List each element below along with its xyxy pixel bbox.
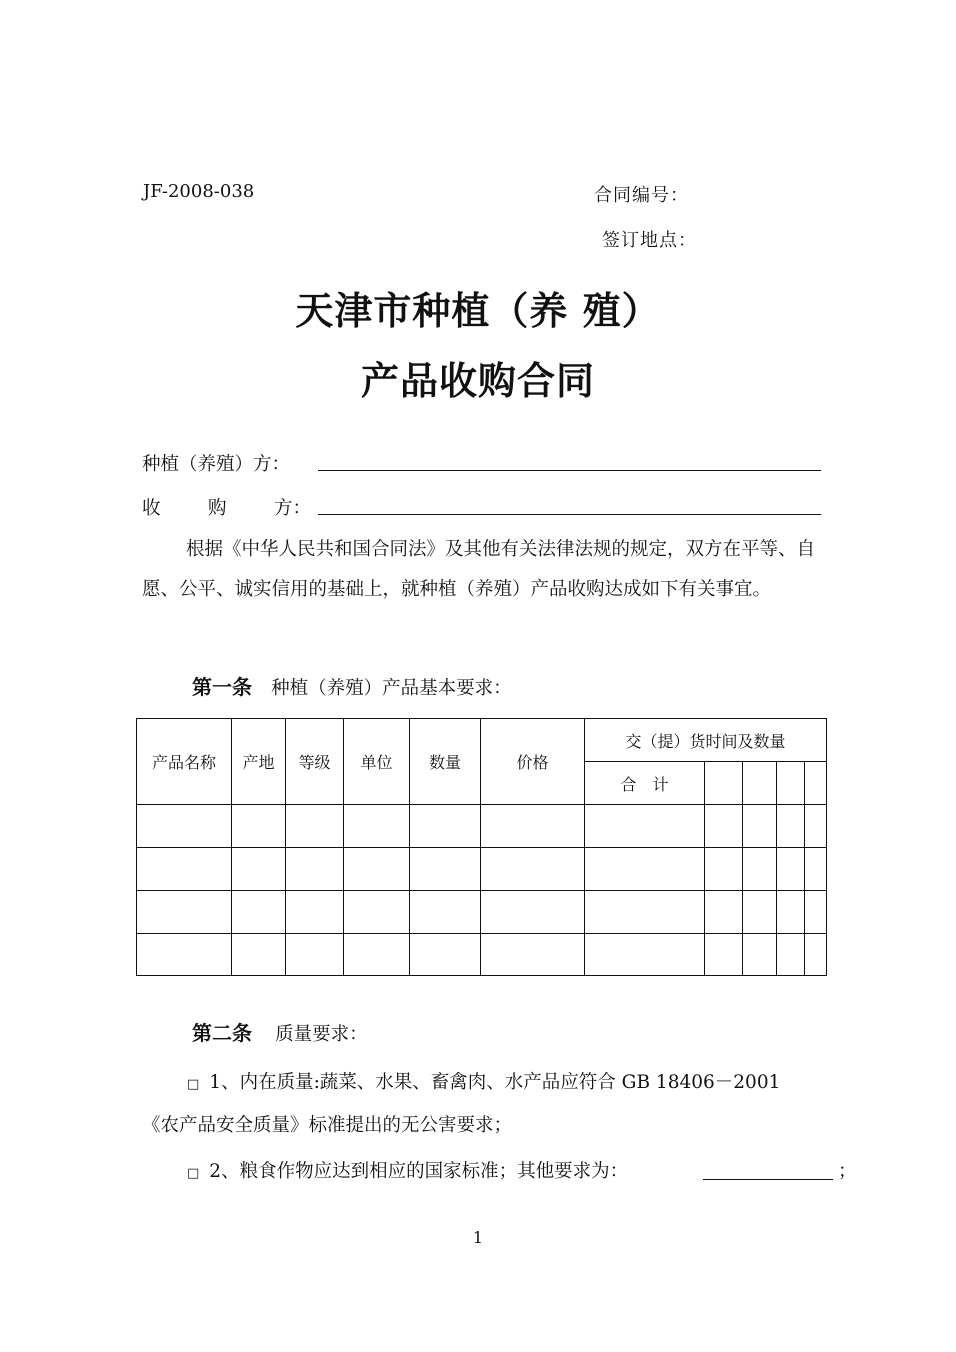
table-cell <box>805 762 827 805</box>
table-cell[interactable] <box>232 805 286 848</box>
article2-heading: 第二条 <box>192 1021 252 1045</box>
table-cell <box>705 762 743 805</box>
table-cell[interactable] <box>137 891 232 934</box>
table-cell[interactable] <box>481 934 585 976</box>
header-unit: 单位 <box>344 719 410 805</box>
page-number: 1 <box>472 1228 484 1247</box>
quality-item-1 <box>187 1068 780 1094</box>
table-cell[interactable] <box>137 805 232 848</box>
table-cell[interactable] <box>344 848 410 891</box>
table-header-row <box>137 719 827 762</box>
table-cell[interactable] <box>410 934 481 976</box>
table-row <box>137 805 827 848</box>
buyer-label-2: 购 <box>208 498 227 519</box>
product-table <box>136 718 827 976</box>
table-cell[interactable] <box>286 805 344 848</box>
table-cell[interactable] <box>743 891 777 934</box>
header-product-name: 产品名称 <box>137 719 232 805</box>
table-cell[interactable] <box>481 891 585 934</box>
grower-label: 种植（养殖）方： <box>142 454 291 475</box>
title-line-1: 天津市种植（养 殖） <box>295 289 661 333</box>
table-cell <box>743 762 777 805</box>
table-cell[interactable] <box>777 934 805 976</box>
table-cell[interactable] <box>705 805 743 848</box>
title-line-2: 产品收购合同 <box>360 359 595 403</box>
table-cell[interactable] <box>705 891 743 934</box>
contract-no-label: 合同编号： <box>594 185 689 206</box>
header-delivery: 交（提）货时间及数量 <box>585 719 827 762</box>
table-cell[interactable] <box>410 848 481 891</box>
table-cell[interactable] <box>137 848 232 891</box>
buyer-label-1: 收 <box>142 498 161 519</box>
table-cell[interactable] <box>137 934 232 976</box>
table-cell[interactable] <box>410 891 481 934</box>
table-cell[interactable] <box>344 891 410 934</box>
header-total: 合 计 <box>585 762 705 805</box>
item2-end: ； <box>838 1161 857 1182</box>
intro-paragraph: 根据《中华人民共和国合同法》及其他有关法律法规的规定，双方在平等、自愿、公平、诚实信用的基础上，就种植（养殖）产品收购达成如下有关事宜。 <box>142 539 816 600</box>
item2-text: 2、粮食作物应达到相应的国家标准；其他要求为： <box>209 1161 629 1182</box>
item1-line2: 《农产品安全质量》标准提出的无公害要求； <box>142 1115 513 1136</box>
table-cell[interactable] <box>232 891 286 934</box>
table-cell[interactable] <box>481 805 585 848</box>
table-cell[interactable] <box>777 805 805 848</box>
table-row <box>137 848 827 891</box>
doc-code: JF-2008-038 <box>143 181 255 202</box>
table-row <box>137 891 827 934</box>
buyer-label-3: 方： <box>274 498 312 519</box>
sign-place-label: 签订地点： <box>602 230 697 251</box>
table-cell[interactable] <box>743 805 777 848</box>
table-cell[interactable] <box>410 805 481 848</box>
table-cell[interactable] <box>743 848 777 891</box>
table-cell[interactable] <box>585 848 705 891</box>
table-cell[interactable] <box>481 848 585 891</box>
article1-text: 种植（养殖）产品基本要求： <box>271 678 512 699</box>
table-cell[interactable] <box>743 934 777 976</box>
table-cell[interactable] <box>344 805 410 848</box>
buyer-underline <box>318 514 821 515</box>
checkbox-item-1[interactable]: □ <box>187 1077 200 1092</box>
table-cell[interactable] <box>705 848 743 891</box>
header-grade: 等级 <box>286 719 344 805</box>
header-quantity: 数量 <box>410 719 481 805</box>
table-cell[interactable] <box>805 891 827 934</box>
table-row <box>137 934 827 976</box>
table-cell[interactable] <box>585 805 705 848</box>
other-requirements-underline[interactable] <box>703 1179 833 1180</box>
table-cell[interactable] <box>805 805 827 848</box>
table-cell[interactable] <box>585 934 705 976</box>
grower-underline <box>318 470 821 471</box>
table-cell[interactable] <box>777 848 805 891</box>
table-cell[interactable] <box>286 934 344 976</box>
table-cell[interactable] <box>777 891 805 934</box>
table-cell[interactable] <box>344 934 410 976</box>
checkbox-item-2[interactable]: □ <box>187 1166 200 1181</box>
table-cell[interactable] <box>232 934 286 976</box>
article2-text: 质量要求： <box>275 1024 368 1045</box>
table-cell <box>777 762 805 805</box>
header-origin: 产地 <box>232 719 286 805</box>
item1-line1: 1、内在质量:蔬菜、水果、畜禽肉、水产品应符合 GB 18406－2001 <box>209 1072 781 1093</box>
quality-item-2 <box>187 1157 628 1183</box>
table-cell[interactable] <box>286 848 344 891</box>
table-cell[interactable] <box>286 891 344 934</box>
table-cell[interactable] <box>705 934 743 976</box>
header-price: 价格 <box>481 719 585 805</box>
table-cell[interactable] <box>805 934 827 976</box>
table-cell[interactable] <box>232 848 286 891</box>
table-cell[interactable] <box>805 848 827 891</box>
table-cell[interactable] <box>585 891 705 934</box>
article1-heading: 第一条 <box>192 675 252 699</box>
